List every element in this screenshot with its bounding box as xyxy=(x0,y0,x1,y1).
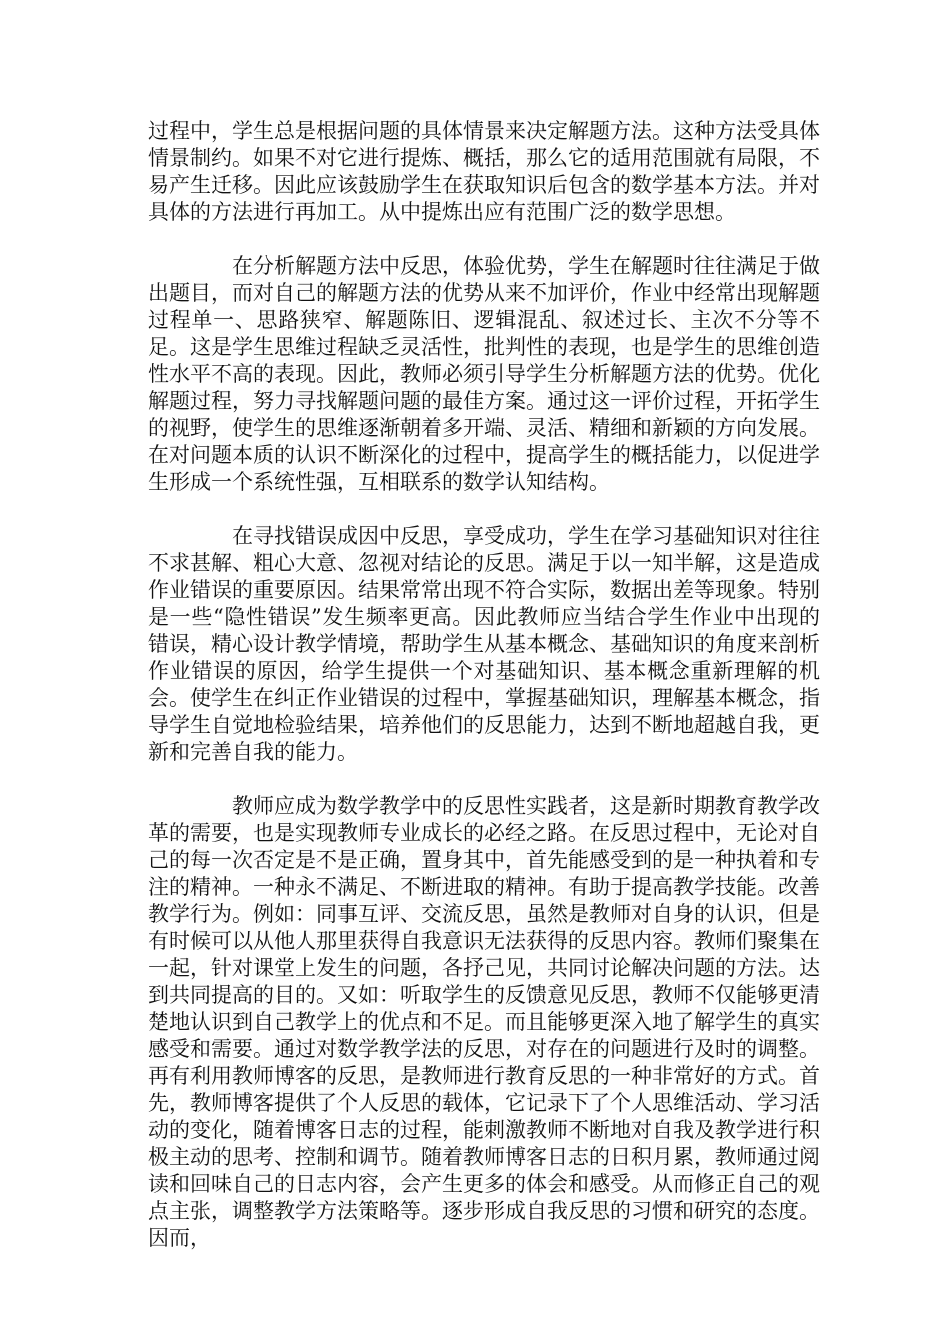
document-body xyxy=(148,118,820,1252)
paragraph-2: 在分析解题方法中反思，体验优势，学生在解题时往往满足于做出题目，而对自己的解题方法的优势从来不加评价，作业中经常出现解题过程单一、思路狭窄、解题陈旧、逻辑混乱、叙述过长、主次不分等不足。这是学生思维过程缺乏灵活性，批判性的表现，也是学生的思维创造性水平不高的表现。因此，教师必须引导学生分析解题方法的优势。优化解题过程，努力寻找解题问题的最佳方案。通过这一评价过程，开拓学生的视野，使学生的思维逐渐朝着多开端、灵活、精细和新颖的方向发展。在对问题本质的认识不断深化的过程中，提高学生的概括能力，以促进学生形成一个系统性强，互相联系的数学认知结构。 xyxy=(148,254,820,494)
paragraph-4: 教师应成为数学教学中的反思性实践者，这是新时期教育教学改革的需要，也是实现教师专业成长的必经之路。在反思过程中，无论对自己的每一次否定是不是正确，置身其中，首先能感受到的是一种执着和专注的精神。一种永不满足、不断进取的精神。有助于提高教学技能。改善教学行为。例如：同事互评、交流反思，虽然是教师对自身的认识，但是有时候可以从他人那里获得自我意识无法获得的反思内容。教师们聚集在一起，针对课堂上发生的问题，各抒己见，共同讨论解决问题的方法。达到共同提高的目的。又如：听取学生的反馈意见反思，教师不仅能够更清楚地认识到自己教学上的优点和不足。而且能够更深入地了解学生的真实感受和需要。通过对数学教学法的反思，对存在的问题进行及时的调整。再有利用教师博客的反思，是教师进行教育反思的一种非常好的方式。首先，教师博客提供了个人反思的载体，它记录下了个人思维活动、学习活动的变化，随着博客日志的过程，能刺激教师不断地对自我及教学进行积极主动的思考、控制和调节。随着教师博客日志的日积月累，教师通过阅读和回味自己的日志内容，会产生更多的体会和感受。从而修正自己的观点主张，调整教学方法策略等。逐步形成自我反思的习惯和研究的态度。因而， xyxy=(148,794,820,1250)
paragraph-3: 在寻找错误成因中反思，享受成功，学生在学习基础知识对往往不求甚解、粗心大意、忽视对结论的反思。满足于以一知半解，这是造成作业错误的重要原因。结果常常出现不符合实际，数据出差等现象。特别是一些“隐性错误”发生频率更高。因此教师应当结合学生作业中出现的错误，精心设计教学情境，帮助学生从基本概念、基础知识的角度来剖析作业错误的原因，给学生提供一个对基础知识、基本概念重新理解的机会。使学生在纠正作业错误的过程中，掌握基础知识，理解基本概念，指导学生自觉地检验结果，培养他们的反思能力，达到不断地超越自我，更新和完善自我的能力。 xyxy=(148,524,820,764)
paragraph-1: 过程中，学生总是根据问题的具体情景来决定解题方法。这种方法受具体情景制约。如果不对它进行提炼、概括，那么它的适用范围就有局限，不易产生迁移。因此应该鼓励学生在获取知识后包含的数学基本方法。并对具体的方法进行再加工。从中提炼出应有范围广泛的数学思想。 xyxy=(148,119,820,224)
